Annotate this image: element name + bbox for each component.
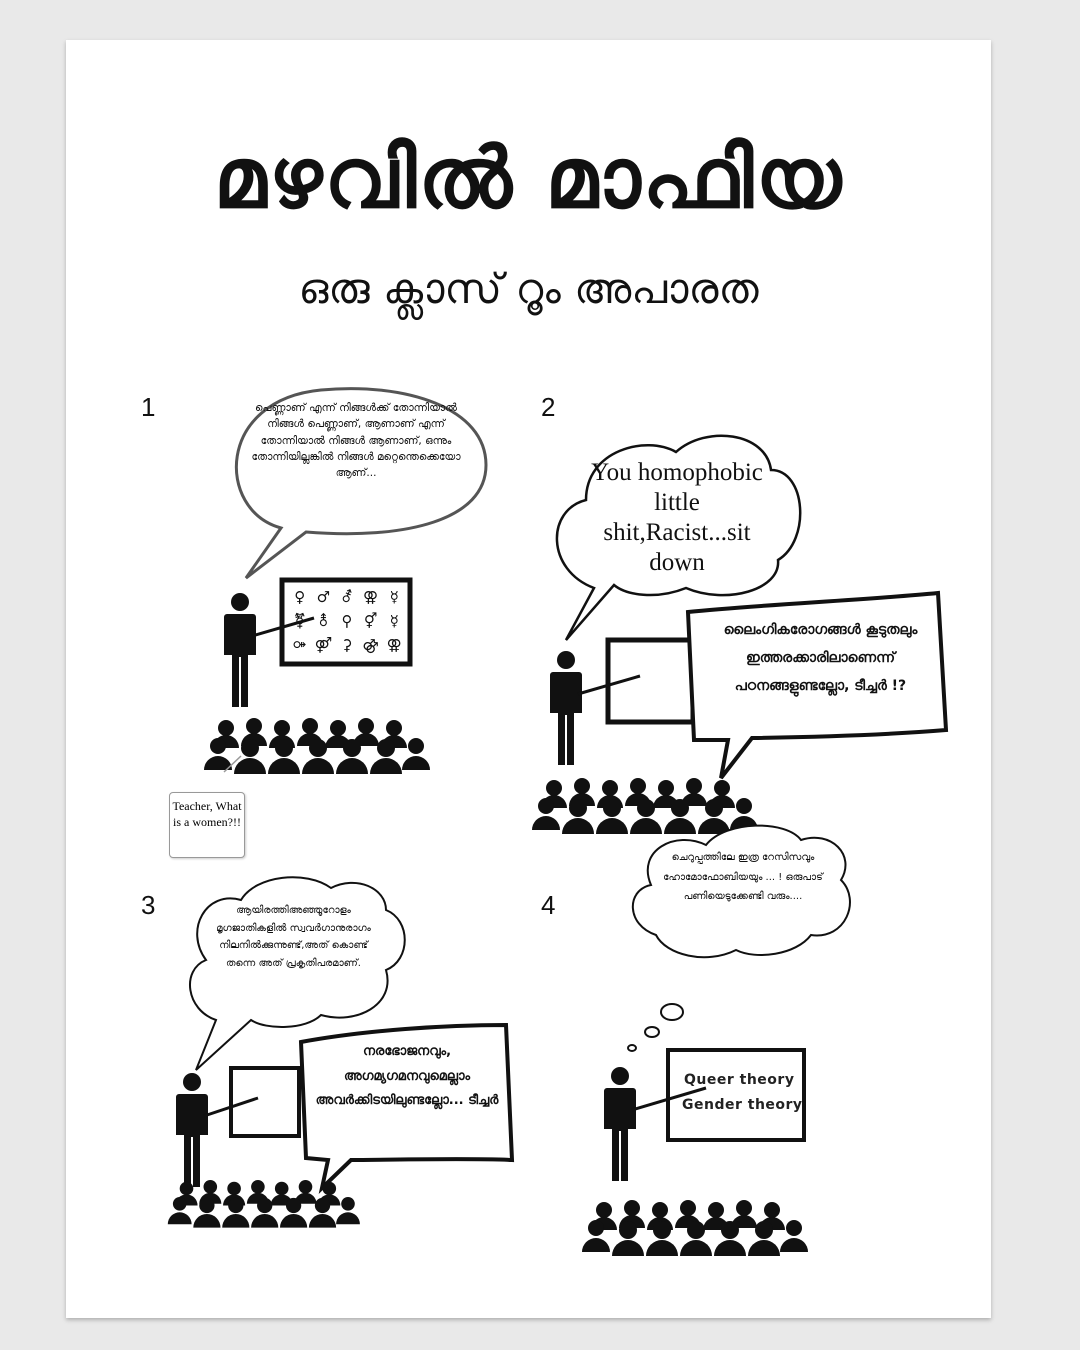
panel-4-teacher	[604, 1067, 636, 1181]
panel-4-thought-text: ചെറുപ്പത്തിലേ ഇത്ര റേസിസവും ഹോമോഫോബിയയും ... ! ഒരുപാട് പണിയെടുക്കേണ്ടി വരും....	[663, 852, 823, 902]
gender-symbol: ♀	[294, 588, 306, 606]
gender-symbol: ☿	[389, 612, 399, 630]
gender-symbol: ⚳	[341, 636, 353, 654]
panel-1-audience	[204, 718, 430, 774]
panel-2-audience	[532, 778, 758, 834]
panel-2-number: 2	[541, 392, 556, 422]
gender-symbol: ☿	[389, 588, 399, 606]
gender-symbol: ⚲	[341, 612, 353, 630]
panel-1-student-question: Teacher, What is a women?!!	[169, 792, 245, 858]
panel-1-number: 1	[141, 392, 156, 422]
gender-symbol: ⚨	[317, 612, 330, 630]
poster-subtitle: ഒരു ക്ലാസ് റൂം അപാരത	[298, 264, 759, 313]
panel-4-board-line-1: Queer theory	[684, 1072, 795, 1088]
gender-symbol: ⚧	[293, 612, 307, 630]
poster-title: മഴവിൽ മാഫിയ	[213, 129, 844, 227]
panel-4-number: 4	[541, 890, 556, 920]
gender-symbol: ⚤	[314, 636, 333, 654]
gender-symbol: ⚢	[363, 588, 379, 606]
panel-3-student-speech: നരഭോജനവും, അഗമ്യഗമനവുമെല്ലാം അവർക്കിടയിലുണ്ടല്ലോ... ടീച്ചർ	[315, 1044, 499, 1109]
panel-4-audience	[582, 1200, 808, 1256]
panel-3-teacher-speech: ആയിരത്തിഅഞ്ഞൂറോളം മൃഗജാതികളിൽ സ്വവർഗാനുരാഗം നിലനിൽക്കുന്നുണ്ട്,അത് കൊണ്ട് തന്നെ അത് പ്രകൃതിപരമാണ്.	[216, 905, 371, 969]
panel-1-teacher	[224, 593, 256, 707]
panel-3-board	[231, 1068, 299, 1136]
gender-symbol: ⚦	[340, 588, 354, 606]
panel-1-speech-text: പെണ്ണാണ് എന്ന് നിങ്ങൾക്ക് തോന്നിയാൽ നിങ്ങൾ പെണ്ണാണ്, ആണാണ് എന്ന് തോന്നിയാൽ നിങ്ങൾ ആണാണ്, ഒന്നും തോന്നിയില്ലങ്കിൽ നിങ്ങൾ മറ്റെന്തെക്കെയോ ആണ്...	[251, 402, 461, 480]
panel-4-board	[668, 1050, 804, 1140]
panel-4-board-line-2: Gender theory	[682, 1097, 803, 1113]
gender-symbol: ⚢	[386, 636, 402, 654]
gender-symbol: ♂	[316, 588, 331, 606]
panel-2-teacher	[550, 651, 582, 765]
gender-symbol: ⚣	[362, 636, 379, 654]
panel-3-number: 3	[141, 890, 156, 920]
panel-3-teacher	[176, 1073, 208, 1187]
gender-symbol: ⚩	[293, 636, 307, 654]
gender-symbol: ⚥	[363, 612, 378, 630]
panel-3-audience	[168, 1180, 360, 1228]
panel-2-teacher-speech: You homophobic little shit,Racist...sit down	[591, 459, 763, 576]
poster-page	[66, 40, 991, 1318]
panel-2-student-speech: ലൈംഗികരോഗങ്ങൾ കൂടുതലും ഇത്തരക്കാരിലാണെന്ന് പഠനങ്ങളുണ്ടല്ലോ, ടീച്ചർ !?	[723, 622, 918, 694]
panel-1-board-symbols	[288, 588, 406, 654]
